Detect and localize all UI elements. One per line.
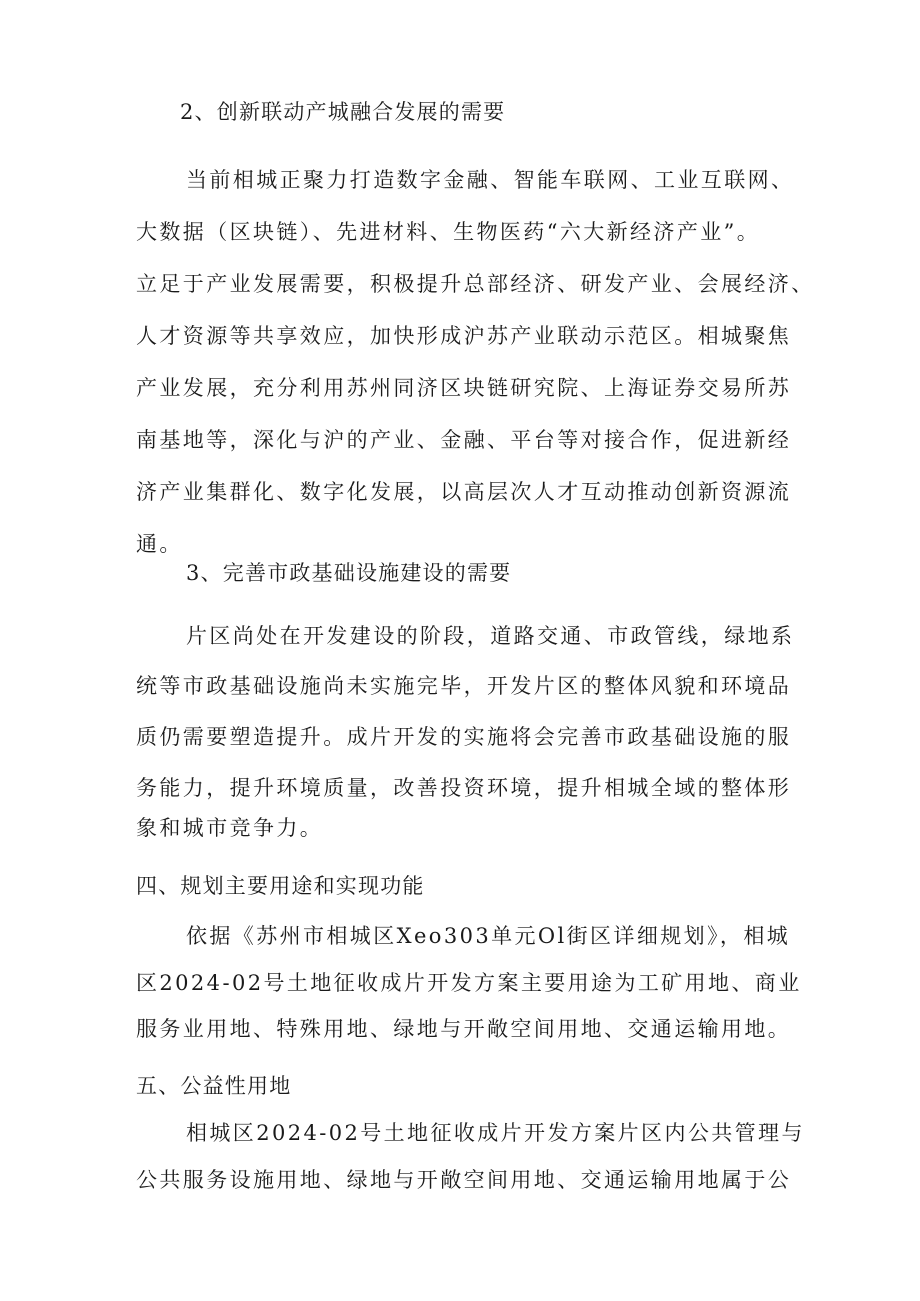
paragraph-line: 通。 (136, 532, 183, 556)
section-heading: 四、规划主要用途和实现功能 (136, 874, 425, 898)
paragraph-line: 片区尚处在开发建设的阶段，道路交通、市政管线，绿地系 (186, 624, 795, 648)
paragraph-line: 统等市政基础设施尚未实施完毕，开发片区的整体风貌和环境品 (136, 674, 792, 698)
paragraph-line: 服务业用地、特殊用地、绿地与开敞空间用地、交通运输用地。 (136, 1017, 792, 1041)
paragraph-line: 质仍需要塑造提升。成片开发的实施将会完善市政基础设施的服 (136, 725, 792, 749)
paragraph-line: 南基地等，深化与沪的产业、金融、平台等对接合作，促进新经 (136, 428, 792, 452)
section-heading: 五、公益性用地 (136, 1074, 292, 1098)
section-heading: 2、创新联动产城融合发展的需要 (180, 100, 506, 124)
section-heading: 3、完善市政基础设施建设的需要 (186, 561, 512, 585)
paragraph-line: 依据《苏州市相城区Xeo303单元Ol街区详细规划》，相城 (186, 924, 791, 948)
paragraph-line: 济产业集群化、数字化发展，以高层次人才互动推动创新资源流 (136, 480, 792, 504)
paragraph-line: 象和城市竞争力。 (136, 816, 324, 840)
paragraph-line: 当前相城正聚力打造数字金融、智能车联网、工业互联网、 (186, 168, 795, 192)
paragraph-line: 大数据（区块链）、先进材料、生物医药“六大新经济产业”。 (136, 220, 761, 244)
paragraph-line: 务能力，提升环境质量，改善投资环境，提升相城全域的整体形 (136, 776, 792, 800)
paragraph-line: 公共服务设施用地、绿地与开敞空间用地、交通运输用地属于公 (136, 1168, 792, 1192)
paragraph-line: 相城区2024-02号土地征收成片开发方案片区内公共管理与 (186, 1121, 805, 1145)
paragraph-line: 人才资源等共享效应，加快形成沪苏产业联动示范区。相城聚焦 (136, 324, 792, 348)
paragraph-line: 区2024-02号土地征收成片开发方案主要用途为工矿用地、商业 (136, 971, 802, 995)
paragraph-line: 产业发展，充分利用苏州同济区块链研究院、上海证券交易所苏 (136, 376, 792, 400)
paragraph-line: 立足于产业发展需要，积极提升总部经济、研发产业、会展经济、 (136, 272, 815, 296)
